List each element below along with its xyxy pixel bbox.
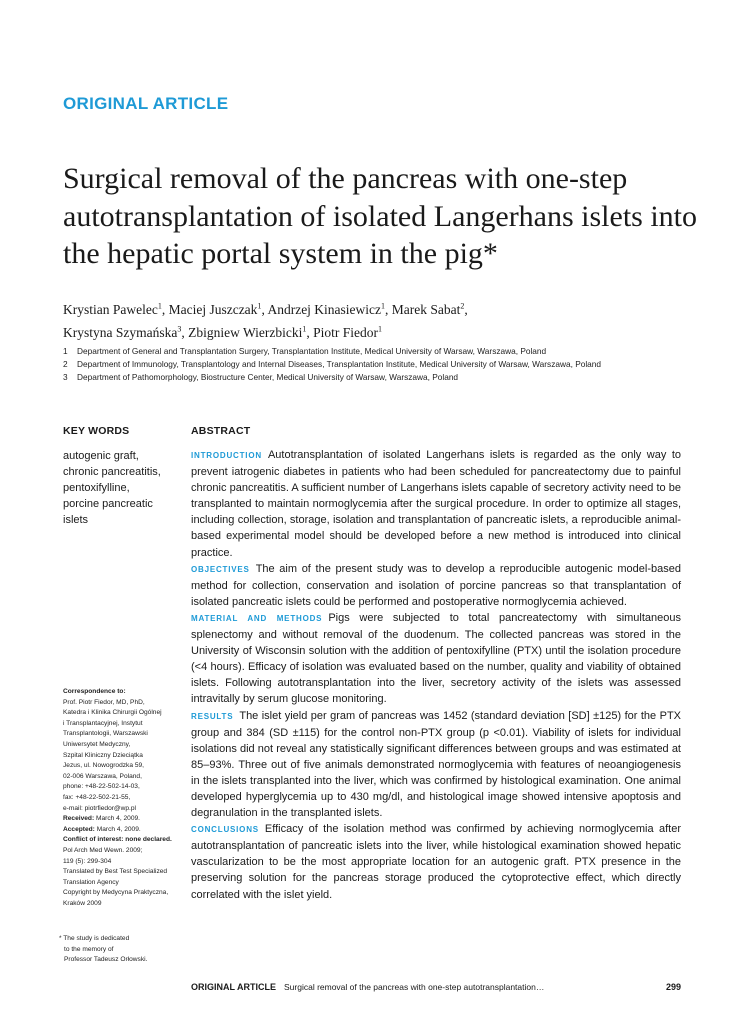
keyword-line: islets bbox=[63, 514, 89, 526]
translation-line: Translated by Best Test Specialized bbox=[63, 868, 168, 876]
section-label: CONCLUSIONS bbox=[191, 825, 259, 835]
author: Marek Sabat$^2$, bbox=[391, 301, 468, 317]
correspondence-email: e-mail: piotrfiedor@wp.pl bbox=[63, 804, 137, 812]
page-footer bbox=[191, 982, 681, 992]
section-label: MATERIAL AND METHODS bbox=[191, 613, 323, 623]
keyword-line: porcine pancreatic bbox=[63, 498, 153, 510]
citation-line: 119 (5): 299-304 bbox=[63, 857, 112, 865]
correspondence-line: Prof. Piotr Fiedor, MD, PhD, bbox=[63, 698, 145, 706]
author: Piotr Fiedor$^1$ bbox=[313, 324, 383, 340]
conflict-of-interest: Conflict of interest: none declared. bbox=[63, 836, 172, 844]
correspondence-line: fax: +48-22-502-21-55, bbox=[63, 793, 131, 801]
author-list bbox=[63, 298, 703, 344]
dedication-line: to the memory of bbox=[64, 945, 114, 953]
correspondence-line: Uniwersytet Medyczny, bbox=[63, 740, 131, 748]
author: Krystyna Szymańska$^3$, bbox=[63, 324, 189, 340]
copyright-line: Kraków 2009 bbox=[63, 899, 102, 907]
correspondence-line: Katedra i Klinika Chirurgii Ogólnej bbox=[63, 709, 162, 717]
correspondence-line: Jezus, ul. Nowogrodzka 59, bbox=[63, 762, 144, 770]
correspondence-heading: Correspondence to: bbox=[63, 688, 126, 695]
footer-running-title: Surgical removal of the pancreas with one-step autotransplantation… bbox=[284, 982, 545, 992]
page-number: 299 bbox=[665, 982, 681, 992]
author: Krystian Pawelec$^1$, bbox=[63, 301, 169, 317]
affiliations bbox=[63, 345, 723, 383]
translation-line: Translation Agency bbox=[63, 878, 119, 886]
keyword-line: pentoxifylline, bbox=[63, 482, 130, 494]
dedication-note bbox=[59, 934, 179, 966]
footer-article-type: ORIGINAL ARTICLE bbox=[191, 982, 276, 992]
correspondence-line: i Transplantacyjnej, Instytut bbox=[63, 719, 143, 727]
article-type-label: ORIGINAL ARTICLE bbox=[63, 94, 229, 113]
dedication-line: Professor Tadeusz Orłowski. bbox=[64, 956, 148, 964]
keywords-heading: KEY WORDS bbox=[63, 425, 130, 437]
author: Zbigniew Wierzbicki$^1$, bbox=[188, 324, 314, 340]
correspondence-block bbox=[63, 687, 178, 909]
affiliation-item: 1 Department of General and Transplantation Surgery, Transplantation Institute, Medical University of Warsaw, Warszawa, Poland bbox=[63, 346, 547, 356]
keyword-line: chronic pancreatitis, bbox=[63, 466, 161, 478]
correspondence-line: phone: +48-22-502-14-03, bbox=[63, 783, 140, 791]
keyword-line: autogenic graft, bbox=[63, 450, 139, 462]
dedication-line: * The study is dedicated bbox=[59, 935, 130, 942]
section-label: OBJECTIVES bbox=[191, 564, 250, 574]
correspondence-line: 02-006 Warszawa, Poland, bbox=[63, 772, 142, 780]
section-label: INTRODUCTION bbox=[191, 451, 262, 460]
section-label: RESULTS bbox=[191, 711, 234, 721]
abstract-section-introduction: INTRODUCTION Autotransplantation of isolated Langerhans islets is regarded as the only way to prevent iatrogenic diabetes in patients who had been scheduled for pancreatectomy due to painful chronic pancreatitis. A sufficient number of Langerhans islets capable of secretory activity need to be transplanted to maintain normoglycemia after the surgical procedure. In order to optimize all stages, including collection, storage, isolation and transplantation of pancreatic islets, a reproducible animal-based experimental model should be developed before a new method is introduced into clinical practice. bbox=[191, 449, 681, 559]
affiliation-item: 2 Department of Immunology, Transplantology and Internal Diseases, Transplantation Institute, Medical University of Warsaw, Warszawa, Poland bbox=[63, 358, 602, 369]
abstract-section-results: RESULTS The islet yield per gram of pancreas was 1452 (standard deviation [SD] ±125) for the PTX group and 384 (SD ±115) for the control non-PTX group (p <0.01). Viability of islets for individual isolations did not reveal any statistically significant differences between groups and was estimated at 85–93%. Three out of five animals demonstrated normoglycemia with features of neoangiogenesis in the islets transplanted into the liver, which was confirmed by histological examination. One animal developed hyperglycemia up to 430 mg/dl, and histological image showed intensive apoptosis and degranulation in the transplanted islets. bbox=[191, 709, 681, 820]
author: Maciej Juszczak$^1$, bbox=[168, 301, 268, 317]
correspondence-line: Transplantologii, Warszawski bbox=[63, 730, 148, 738]
abstract-section-conclusions: CONCLUSIONS Efficacy of the isolation method was confirmed by achieving normoglycemia after autotransplantation of pancreatic islets into the liver, while histological examination showed hepatic vascularization to be the most appropriate location for an autogenic graft. PTX presence in the preserving solution for the pancreas storage produced the cytoprotective effect, which directly correlated with the islet yield. bbox=[191, 823, 681, 901]
abstract-heading: ABSTRACT bbox=[191, 425, 251, 437]
author: Andrzej Kinasiewicz$^1$, bbox=[267, 301, 392, 317]
affiliation-item: 3 Department of Pathomorphology, Biostructure Center, Medical University of Warsaw, Warszawa, Poland bbox=[63, 371, 459, 382]
article-title: Surgical removal of the pancreas with one-step autotransplantation of isolated Langerhans islets into the hepatic portal system in the pig* bbox=[63, 162, 698, 270]
abstract-section-objectives: OBJECTIVES The aim of the present study was to develop a reproducible autogenic model-based method for collection, conservation and isolation of porcine pancreas so that transplantation of isolated pancreatic islets could be performed and postoperative normoglycemia achieved. bbox=[191, 562, 681, 608]
abstract-section-methods: MATERIAL AND METHODS Pigs were subjected to total pancreatectomy with simultaneous splenectomy and without removal of the duodenum. The collected pancreas was stored in the University of Wisconsin solution with the addition of pentoxifylline (PTX) until the isolation procedure (<4 hours). Efficacy of isolation was evaluated based on the number, quality and viability of obtained islets. Following autotransplantation into the liver, secretory activity of the islets was assessed intravitally by serum glucose monitoring. bbox=[191, 611, 682, 706]
received-date: Received: March 4, 2009. bbox=[63, 815, 140, 823]
accepted-date: Accepted: March 4, 2009. bbox=[63, 825, 141, 833]
correspondence-line: Szpital Kliniczny Dzieciątka bbox=[63, 751, 143, 759]
keywords-list bbox=[63, 448, 175, 528]
citation-line: Pol Arch Med Wewn. 2009; bbox=[63, 846, 143, 854]
copyright-line: Copyright by Medycyna Praktyczna, bbox=[63, 889, 169, 897]
abstract-body bbox=[191, 447, 681, 903]
